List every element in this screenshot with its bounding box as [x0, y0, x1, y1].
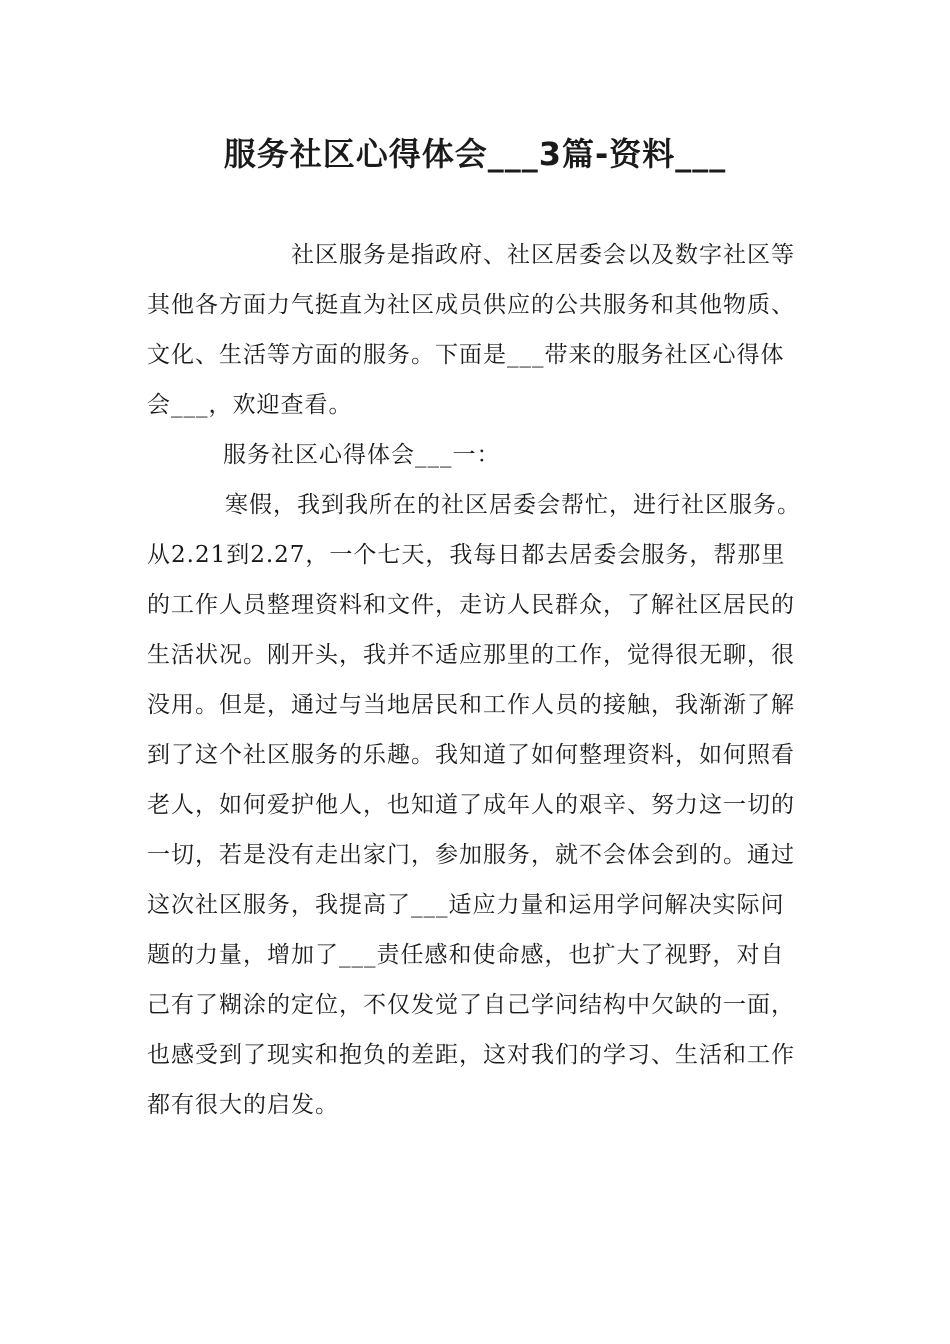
essay-paragraph-one: 寒假，我到我所在的社区居委会帮忙，进行社区服务。从2.21到2.27，一个七天，我每日都去居委会服务，帮那里的工作人员整理资料和文件，走访人民群众，了解社区居民的生活状况。刚开头，我并不适应那里的工作，觉得很无聊，很没用。但是，通过与当地居民和工作人员的接触，我渐渐了解到了这个社区服务的乐趣。我知道了如何整理资料，如何照看老人，如何爱护他人，也知道了成年人的艰辛、努力这一切的一切，若是没有走出家门，参加服务，就不会体会到的。通过这次社区服务，我提高了___适应力量和运用学问解决实际问题的力量，增加了___责任感和使命感，也扩大了视野，对自己有了糊涂的定位，不仅发觉了自己学问结构中欠缺的一面，也感受到了现实和抱负的差距，这对我们的学习、生活和工作都有很大的启发。 — [147, 492, 801, 1118]
intro-paragraph: 社区服务是指政府、社区居委会以及数字社区等其他各方面力气挺直为社区成员供应的公共服务和其他物质、文化、生活等方面的服务。下面是___带来的服务社区心得体会___，欢迎查看。 — [147, 242, 795, 418]
section-heading-one: 服务社区心得体会___一： — [223, 442, 501, 468]
document-body — [147, 230, 807, 1130]
document-title: 服务社区心得体会___3篇-资料___ — [223, 135, 727, 173]
